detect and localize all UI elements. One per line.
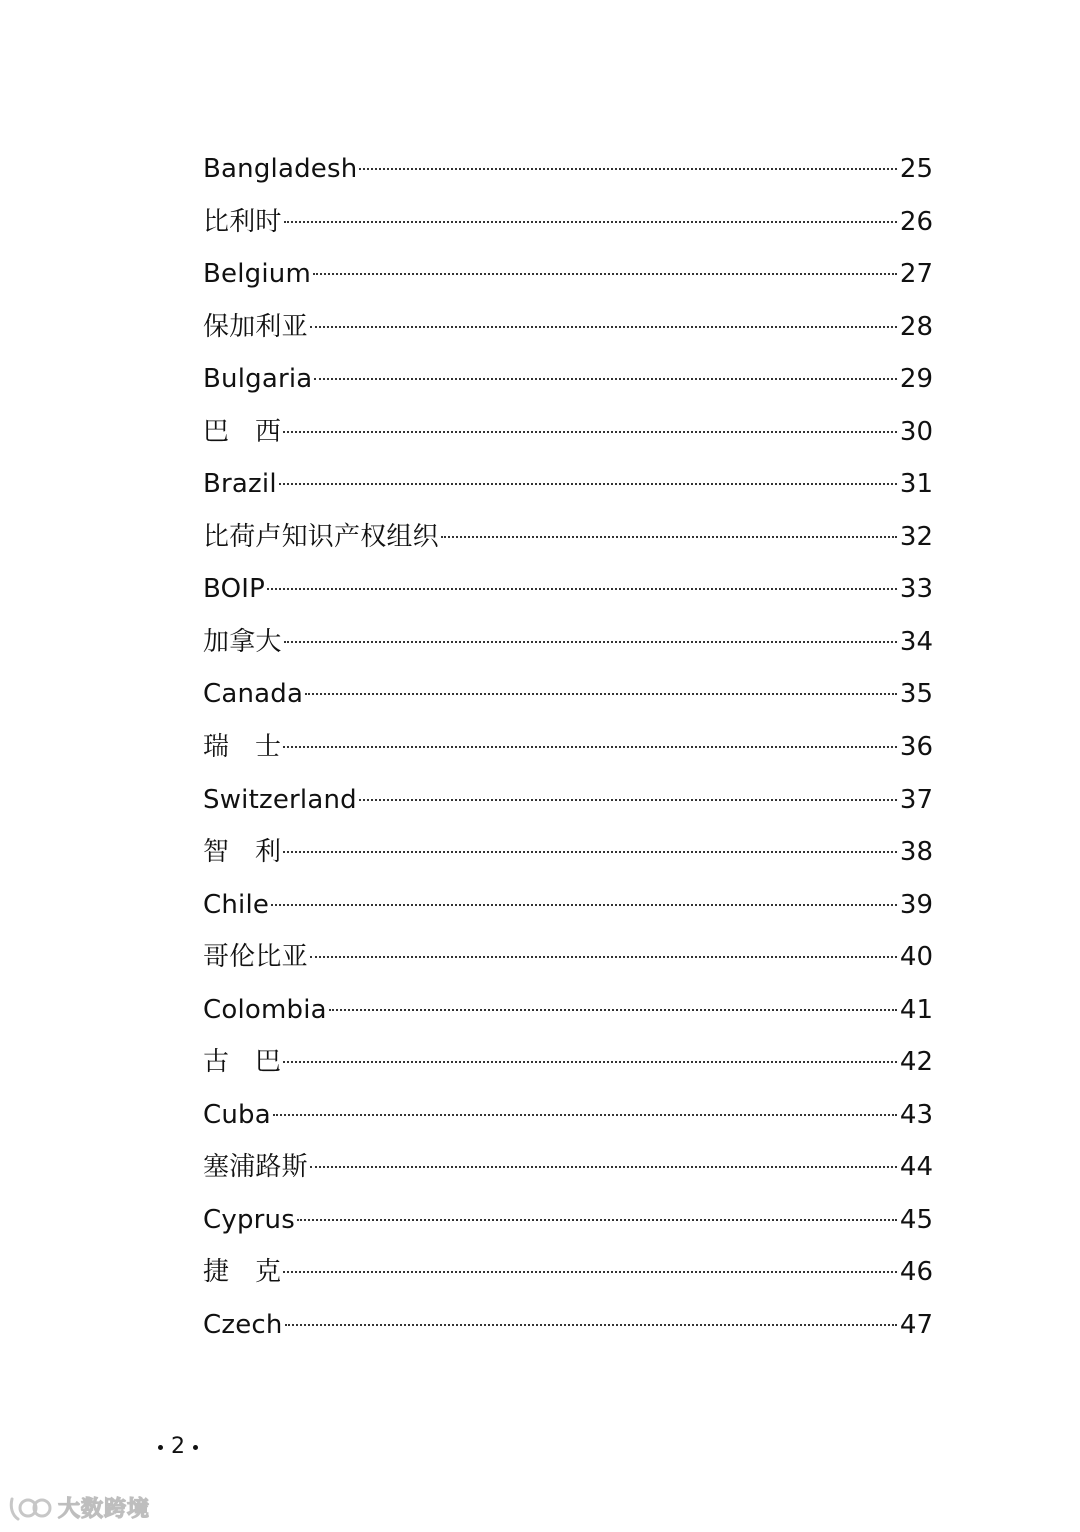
- toc-dot-leader: [283, 431, 897, 433]
- toc-entry-label: Czech: [203, 1310, 283, 1341]
- bullet-dot-icon: [158, 1445, 163, 1450]
- toc-entry[interactable]: [203, 1141, 933, 1194]
- toc-entry-page: 35: [899, 679, 933, 710]
- toc-dot-leader: [310, 1166, 897, 1168]
- toc-entry[interactable]: [203, 1089, 933, 1142]
- toc-entry[interactable]: [203, 458, 933, 511]
- toc-entry-label: Cuba: [203, 1099, 271, 1130]
- toc-entry[interactable]: [203, 196, 933, 249]
- toc-dot-leader: [284, 221, 897, 223]
- toc-dot-leader: [279, 483, 897, 485]
- toc-dot-leader: [441, 536, 897, 538]
- page-number-text: 2: [171, 1434, 185, 1459]
- toc-entry-label: 哥伦比亚: [203, 942, 308, 973]
- toc-dot-leader: [283, 851, 897, 853]
- toc-dot-leader: [267, 588, 897, 590]
- toc-entry[interactable]: [203, 301, 933, 354]
- toc-entry-page: 47: [899, 1310, 933, 1341]
- toc-entry-page: 33: [899, 574, 933, 605]
- toc-entry-page: 30: [899, 416, 933, 447]
- toc-entry-label: Bulgaria: [203, 364, 313, 395]
- toc-entry-label: 古 巴: [203, 1047, 282, 1078]
- toc-dot-leader: [313, 273, 897, 275]
- toc-dot-leader: [297, 1219, 897, 1221]
- watermark: [8, 1492, 150, 1523]
- toc-entry-label: 保加利亚: [203, 311, 308, 342]
- toc-entry-page: 38: [899, 837, 933, 868]
- toc-entry-page: 25: [899, 154, 933, 184]
- toc-dot-leader: [271, 904, 897, 906]
- bullet-dot-icon: [193, 1445, 198, 1450]
- toc-dot-leader: [285, 1324, 897, 1326]
- toc-entry[interactable]: [203, 406, 933, 459]
- toc-entry[interactable]: [203, 879, 933, 932]
- toc-entry-label: Canada: [203, 679, 304, 710]
- toc-entry[interactable]: [203, 1036, 933, 1089]
- toc-dot-leader: [359, 799, 897, 801]
- toc-entry[interactable]: [203, 511, 933, 564]
- table-of-contents: [203, 143, 933, 1352]
- toc-entry[interactable]: [203, 353, 933, 406]
- toc-entry-label: Chile: [203, 889, 270, 920]
- toc-dot-leader: [284, 641, 897, 643]
- toc-entry[interactable]: [203, 1194, 933, 1247]
- toc-entry-label: Cyprus: [203, 1204, 295, 1235]
- toc-dot-leader: [273, 1114, 897, 1116]
- toc-entry-page: 42: [899, 1047, 933, 1078]
- toc-dot-leader: [283, 746, 897, 748]
- toc-dot-leader: [359, 168, 896, 170]
- toc-entry[interactable]: [203, 1299, 933, 1352]
- toc-entry-label: 比利时: [203, 206, 282, 237]
- toc-dot-leader: [310, 326, 897, 328]
- toc-entry-label: 塞浦路斯: [203, 1152, 308, 1183]
- toc-dot-leader: [283, 1061, 897, 1063]
- toc-entry[interactable]: [203, 774, 933, 827]
- toc-entry-page: 46: [899, 1257, 933, 1288]
- toc-entry-page: 36: [899, 732, 933, 763]
- footer-page-number: [158, 1430, 198, 1464]
- toc-entry[interactable]: [203, 931, 933, 984]
- toc-entry[interactable]: [203, 668, 933, 721]
- toc-entry[interactable]: [203, 143, 933, 196]
- toc-entry[interactable]: [203, 563, 933, 616]
- toc-entry-label: 巴 西: [203, 416, 282, 447]
- toc-entry-page: 29: [899, 364, 933, 395]
- toc-entry[interactable]: [203, 248, 933, 301]
- toc-entry[interactable]: [203, 721, 933, 774]
- toc-entry-page: 34: [899, 626, 933, 657]
- toc-entry-label: 比荷卢知识产权组织: [203, 521, 439, 552]
- toc-entry[interactable]: [203, 1246, 933, 1299]
- toc-entry-page: 39: [899, 889, 933, 920]
- toc-entry-page: 31: [899, 469, 933, 500]
- toc-entry-page: 26: [899, 206, 933, 237]
- toc-entry-page: 28: [899, 311, 933, 342]
- toc-entry-label: 瑞 士: [203, 732, 282, 763]
- toc-dot-leader: [305, 693, 897, 695]
- toc-entry-page: 37: [899, 784, 933, 815]
- toc-entry-page: 45: [899, 1204, 933, 1235]
- toc-entry-label: 智 利: [203, 837, 282, 868]
- toc-entry-label: Brazil: [203, 469, 277, 500]
- toc-entry-label: 加拿大: [203, 626, 282, 657]
- toc-entry-page: 43: [899, 1099, 933, 1130]
- watermark-logo-icon: [8, 1493, 52, 1523]
- toc-entry-page: 40: [899, 942, 933, 973]
- toc-entry-page: 44: [899, 1152, 933, 1183]
- toc-entry[interactable]: [203, 616, 933, 669]
- toc-entry-label: Belgium: [203, 259, 311, 290]
- toc-entry-label: 捷 克: [203, 1257, 282, 1288]
- toc-entry-label: BOIP: [203, 574, 265, 605]
- toc-entry[interactable]: [203, 826, 933, 879]
- toc-dot-leader: [329, 1009, 897, 1011]
- watermark-text: 大数跨境: [58, 1497, 151, 1522]
- toc-dot-leader: [314, 378, 896, 380]
- toc-entry-page: 32: [899, 521, 933, 552]
- toc-entry-label: Colombia: [203, 994, 327, 1025]
- toc-dot-leader: [283, 1271, 897, 1273]
- toc-entry-page: 41: [899, 994, 933, 1025]
- toc-entry[interactable]: [203, 984, 933, 1037]
- toc-entry-label: Switzerland: [203, 784, 357, 815]
- toc-dot-leader: [310, 956, 897, 958]
- toc-entry-page: 27: [899, 259, 933, 290]
- toc-entry-label: Bangladesh: [203, 154, 358, 184]
